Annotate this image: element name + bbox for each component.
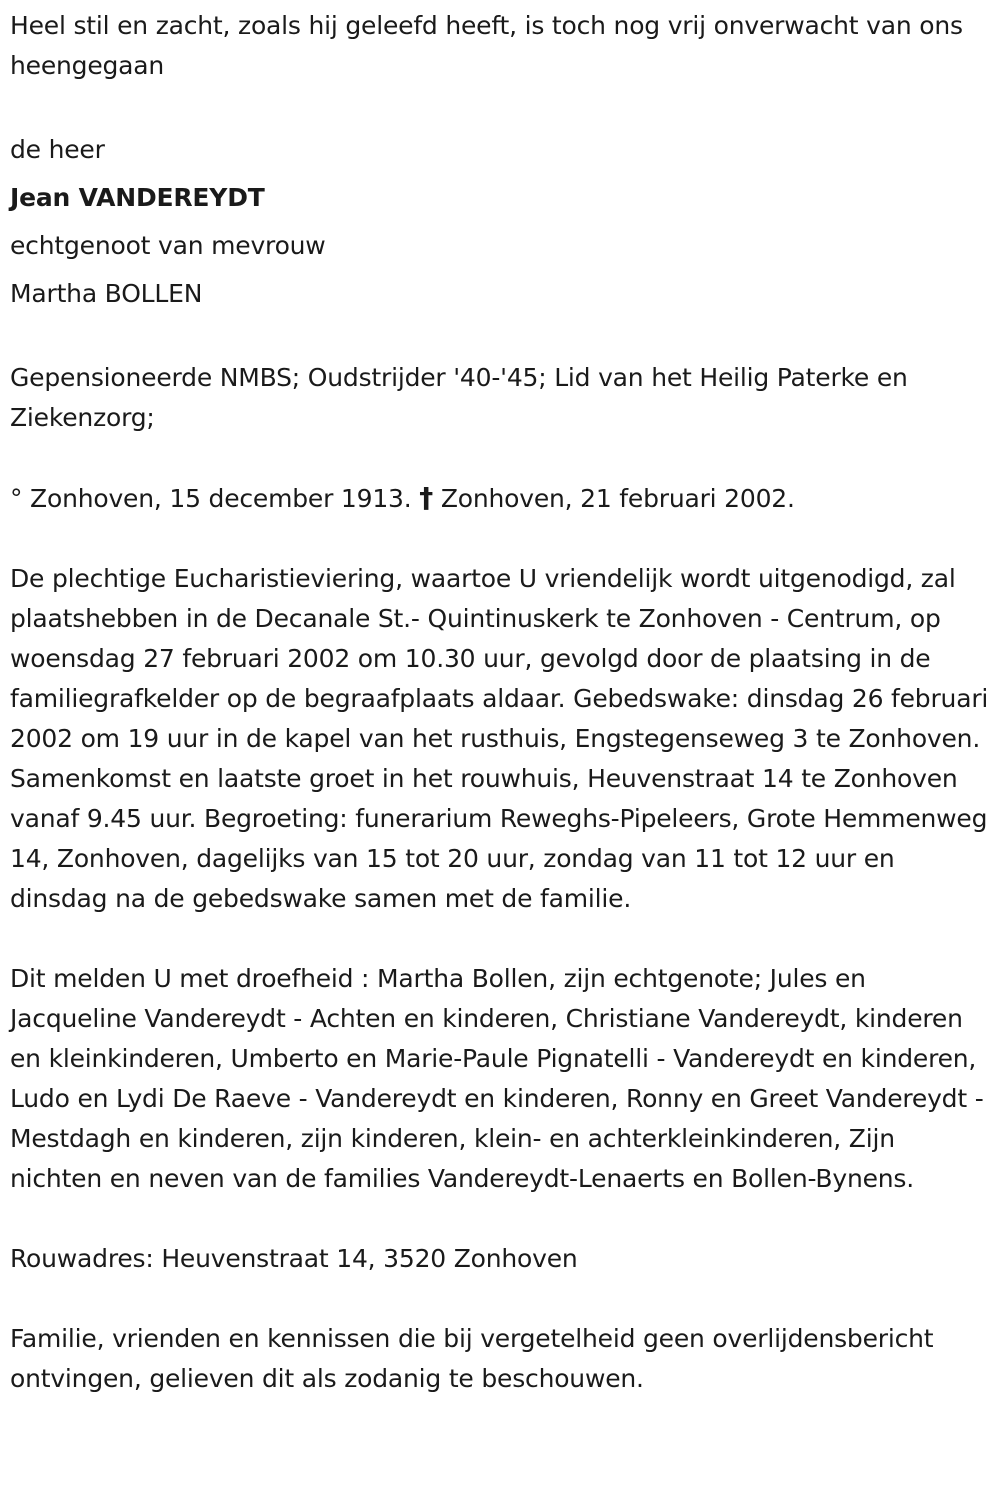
dates-line [10,478,992,519]
deceased-name: Jean VANDEREYDT [10,183,265,212]
spacer [10,519,992,559]
announcement-text: Dit melden U met droefheid : Martha Bollen, zijn echtgenote; Jules en Jacqueline Vandereydt - Achten en kinderen, Christiane Vandereydt, kinderen en kleinkinderen, Umberto en Marie-Paule Pignatelli - Vandereydt en kinderen, Ludo en Lydi De Raeve - Vandereydt en kinderen, Ronny en Greet Vandereydt - Mestdagh en kinderen, zijn kinderen, klein- en achterkleinkinderen, Zijn nichten en neven van de families Vandereydt-Lenaerts en Bollen-Bynens. [10,964,984,1193]
relation-text: echtgenoot van mevrouw [10,231,326,260]
birth-date: ° Zonhoven, 15 december 1913. [10,484,412,513]
spacer [10,318,992,358]
spacer [10,86,992,126]
spacer [10,919,992,959]
spacer [10,438,992,478]
spacer [10,1279,992,1319]
title-prefix: de heer [10,135,105,164]
spacer [10,1199,992,1239]
intro-text: Heel stil en zacht, zoals hij geleefd heeft, is toch nog vrij onverwacht van ons heengegaan [10,11,963,80]
mourning-address: Rouwadres: Heuvenstraat 14, 3520 Zonhoven [10,1244,578,1273]
obituary-notice [10,6,992,1399]
cross-icon: † [419,481,434,514]
closing-text: Familie, vrienden en kennissen die bij vergetelheid geen overlijdensbericht ontvingen, gelieven dit als zodanig te beschouwen. [10,1324,934,1393]
ceremony-text: De plechtige Eucharistieviering, waartoe U vriendelijk wordt uitgenodigd, zal plaatshebben in de Decanale St.- Quintinuskerk te Zonhoven - Centrum, op woensdag 27 februari 2002 om 10.30 uur, gevolgd door de plaatsing in de familiegrafkelder op de begraafplaats aldaar. Gebedswake: dinsdag 26 februari 2002 om 19 uur in de kapel van het rusthuis, Engstegenseweg 3 te Zonhoven. Samenkomst en laatste groet in het rouwhuis, Heuvenstraat 14 te Zonhoven vanaf 9.45 uur. Begroeting: funerarium Reweghs-Pipeleers, Grote Hemmenweg 14, Zonhoven, dagelijks van 15 tot 20 uur, zondag van 11 tot 12 uur en dinsdag na de gebedswake samen met de familie. [10,564,989,913]
spouse-name: Martha BOLLEN [10,279,203,308]
occupation-text: Gepensioneerde NMBS; Oudstrijder '40-'45; Lid van het Heilig Paterke en Ziekenzorg; [10,363,908,432]
death-date: Zonhoven, 21 februari 2002. [440,484,795,513]
